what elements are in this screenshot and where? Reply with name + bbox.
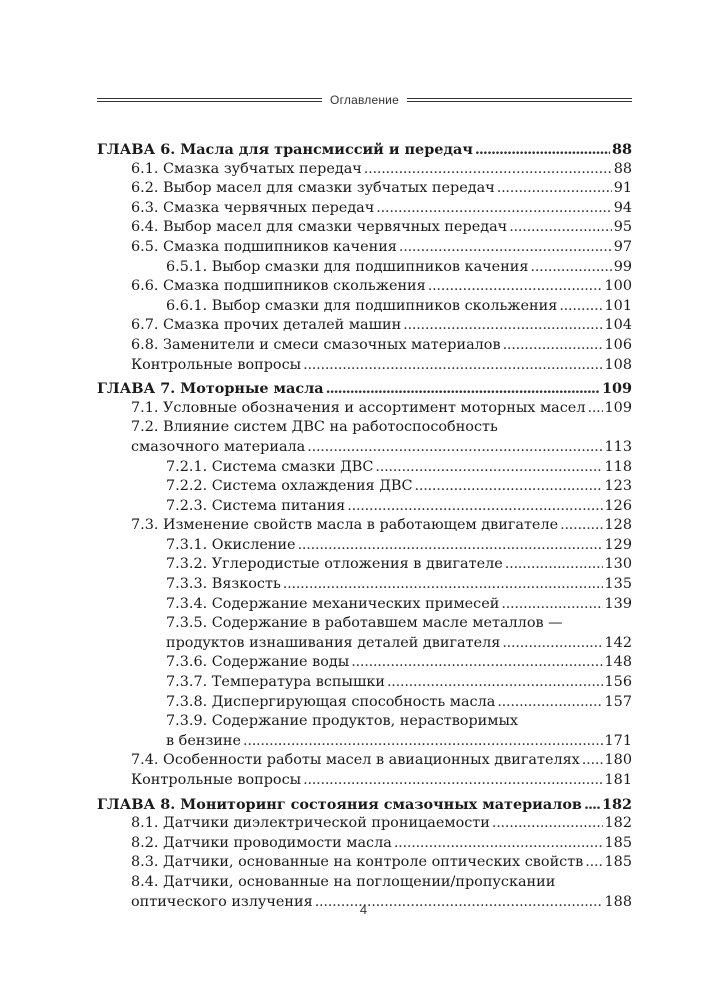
leader-dots	[415, 477, 603, 497]
toc-entry-page: 94	[613, 199, 632, 216]
toc-entry-page: 113	[604, 438, 632, 455]
leader-dots	[303, 356, 602, 376]
toc-entry-page: 139	[604, 595, 632, 612]
toc-entry-page: 88	[611, 141, 632, 158]
header-rule-left	[97, 98, 322, 102]
toc-entry-questions-6[interactable]	[97, 356, 632, 376]
leader-dots	[307, 438, 602, 458]
toc-entry-6-3[interactable]	[97, 199, 632, 219]
toc-entry-7-3[interactable]	[97, 516, 632, 536]
toc-entry-label: 6.3. Смазка червячных передач	[131, 199, 375, 216]
header-rule-right	[407, 98, 632, 102]
leader-dots	[326, 379, 600, 399]
leader-dots	[501, 595, 602, 615]
toc-entry-page: 157	[604, 693, 632, 710]
toc-entry-label-line2: продуктов изнашивания деталей двигателя	[166, 634, 501, 651]
toc-entry-page: 156	[604, 674, 632, 691]
toc-entry-7-3-7[interactable]	[97, 673, 632, 693]
leader-dots	[399, 238, 612, 258]
toc-entry-6-2[interactable]	[97, 179, 632, 199]
leader-dots	[375, 458, 602, 478]
toc-entry-page: 109	[601, 380, 632, 398]
page-number: 4	[359, 902, 368, 917]
toc-entry-page: 109	[604, 399, 632, 416]
toc-entry-page: 142	[604, 634, 632, 651]
running-title: Оглавление	[330, 93, 399, 107]
leader-dots	[428, 277, 603, 297]
toc-entry-label: 6.5.1. Выбор смазки для подшипников качения	[166, 258, 529, 275]
toc-entry-label: 6.6.1. Выбор смазки для подшипников скольжения	[166, 297, 558, 314]
toc-entry-7-2-2[interactable]	[97, 477, 632, 497]
toc-entry-label: ГЛАВА 7. Моторные масла	[97, 380, 324, 398]
toc-entry-label: Контрольные вопросы	[131, 772, 302, 788]
toc-entry-label-line1: 7.2. Влияние систем ДВС на работоспособность	[131, 419, 498, 436]
toc-entry-questions-7[interactable]	[97, 771, 632, 791]
toc-entry-page: 95	[613, 219, 632, 236]
toc-entry-label: 7.3. Изменение свойств масла в работающем двигателе	[131, 517, 559, 534]
toc-entry-6-4[interactable]	[97, 218, 632, 238]
toc-entry-6-5-1[interactable]	[97, 258, 632, 278]
toc-entry-page: 91	[613, 180, 632, 197]
leader-dots	[503, 336, 603, 356]
toc-entry-7-3-4[interactable]	[97, 595, 632, 615]
toc-entry-7-3-3[interactable]	[97, 575, 632, 595]
leader-dots	[243, 732, 603, 752]
toc-entry-page: 100	[604, 278, 632, 295]
leader-dots	[403, 316, 602, 336]
running-head	[97, 92, 632, 108]
leader-dots	[582, 751, 603, 771]
toc-entry-label-line1: 7.3.5. Содержание в работавшем масле металлов —	[166, 615, 563, 632]
toc-entry-page: 135	[604, 576, 632, 593]
toc-entry-label: 8.2. Датчики проводимости масла	[131, 834, 392, 851]
toc-entry-6-6-1[interactable]	[97, 297, 632, 317]
leader-dots	[492, 814, 603, 834]
toc-entry-label: 6.6. Смазка подшипников скольжения	[131, 278, 426, 295]
leader-dots	[364, 160, 612, 180]
toc-entry-label-line1: 7.3.9. Содержание продуктов, нерастворимых	[166, 713, 519, 730]
toc-entry-page: 88	[613, 160, 632, 177]
toc-entry-label: 7.3.2. Углеродистые отложения в двигателе	[166, 556, 503, 573]
toc-entry-page: 106	[604, 336, 632, 353]
toc-entry-label: 7.3.1. Окисление	[166, 536, 296, 553]
toc-entry-7-2-1[interactable]	[97, 458, 632, 478]
toc-entry-label: 6.4. Выбор масел для смазки червячных передач	[131, 219, 508, 236]
leader-dots	[584, 795, 600, 815]
toc-entry-label: 8.3. Датчики, основанные на контроле оптических свойств	[131, 854, 584, 871]
leader-dots	[475, 140, 610, 160]
toc-entry-label-line1: 8.4. Датчики, основанные на поглощении/пропускании	[131, 873, 556, 890]
toc-entry-label: 7.3.6. Содержание воды	[166, 654, 350, 671]
toc-entry-page: 188	[604, 893, 632, 910]
toc-entry-label: 7.3.4. Содержание механических примесей	[166, 595, 500, 612]
leader-dots	[509, 218, 611, 238]
toc-entry-page: 181	[604, 772, 632, 788]
toc-entry-7-2-3[interactable]	[97, 497, 632, 517]
toc-entry-label: ГЛАВА 8. Мониторинг состояния смазочных материалов	[97, 795, 582, 813]
toc-entry-label: 6.2. Выбор масел для смазки зубчатых передач	[131, 180, 495, 197]
toc-entry-7-3-9[interactable]	[97, 712, 632, 751]
toc-entry-page: 185	[604, 854, 632, 871]
toc-entry-page: 104	[604, 317, 632, 334]
leader-dots	[585, 853, 602, 873]
leader-dots	[298, 536, 603, 556]
toc-entry-page: 130	[604, 556, 632, 573]
leader-dots	[559, 297, 602, 317]
toc-entry-label: ГЛАВА 6. Масла для трансмиссий и передач	[97, 141, 473, 158]
toc-entry-6-1[interactable]	[97, 160, 632, 180]
toc-entry-7-3-2[interactable]	[97, 555, 632, 575]
leader-dots	[497, 179, 612, 199]
toc-entry-page: 182	[601, 795, 632, 813]
toc-entry-label: 7.4. Особенности работы масел в авиационных двигателях	[131, 752, 580, 769]
toc-entry-8-2[interactable]	[97, 834, 632, 854]
toc-entry-label: 7.2.1. Система смазки ДВС	[166, 458, 374, 475]
toc-entry-label: 7.3.8. Диспергирующая способность масла	[166, 693, 496, 710]
toc-entry-page: 101	[604, 297, 632, 314]
toc-entry-6-6[interactable]	[97, 277, 632, 297]
toc-entry-page: 180	[604, 752, 632, 769]
toc-entry-label: Контрольные вопросы	[131, 356, 302, 373]
table-of-contents	[97, 140, 632, 912]
toc-entry-7-3-6[interactable]	[97, 653, 632, 673]
toc-entry-7-4[interactable]	[97, 751, 632, 771]
toc-entry-label: 8.1. Датчики диэлектрической проницаемости	[131, 815, 490, 832]
leader-dots	[530, 258, 611, 278]
leader-dots	[587, 399, 602, 419]
toc-entry-label: 7.1. Условные обозначения и ассортимент моторных масел	[131, 399, 586, 416]
toc-chapter-6[interactable]	[97, 140, 632, 160]
leader-dots	[376, 199, 611, 219]
toc-entry-label: 6.1. Смазка зубчатых передач	[131, 160, 362, 177]
toc-entry-7-2[interactable]	[97, 418, 632, 457]
leader-dots	[347, 497, 602, 517]
toc-entry-7-3-8[interactable]	[97, 693, 632, 713]
toc-entry-page: 171	[604, 732, 632, 749]
toc-entry-7-1[interactable]	[97, 399, 632, 419]
toc-entry-page: 126	[604, 497, 632, 514]
toc-entry-page: 129	[604, 536, 632, 553]
toc-entry-label: 7.3.7. Температура вспышки	[166, 674, 385, 691]
leader-dots	[387, 673, 603, 693]
toc-chapter-8[interactable]	[97, 795, 632, 815]
toc-entry-page: 118	[604, 458, 632, 475]
leader-dots	[502, 634, 602, 654]
toc-entry-label: 6.5. Смазка подшипников качения	[131, 238, 397, 255]
toc-entry-label: 7.2.3. Система питания	[166, 497, 346, 514]
toc-entry-label: 7.2.2. Система охлаждения ДВС	[166, 478, 413, 495]
toc-entry-8-3[interactable]	[97, 853, 632, 873]
toc-entry-8-1[interactable]	[97, 814, 632, 834]
toc-entry-page: 148	[604, 654, 632, 671]
leader-dots	[497, 693, 602, 713]
toc-entry-page: 182	[604, 815, 632, 832]
toc-entry-label-line2: в бензине	[166, 732, 241, 749]
toc-entry-6-5[interactable]	[97, 238, 632, 258]
toc-entry-label-line2: оптического излучения	[131, 893, 313, 910]
toc-entry-page: 108	[604, 356, 632, 373]
toc-entry-label: 6.7. Смазка прочих деталей машин	[131, 317, 402, 334]
leader-dots	[283, 575, 603, 595]
toc-entry-label: 6.8. Заменители и смеси смазочных материалов	[131, 336, 501, 353]
toc-entry-6-7[interactable]	[97, 316, 632, 336]
toc-entry-page: 123	[604, 478, 632, 495]
toc-entry-7-3-5[interactable]	[97, 614, 632, 653]
toc-entry-page: 99	[613, 258, 632, 275]
leader-dots	[505, 555, 603, 575]
toc-chapter-7[interactable]	[97, 379, 632, 399]
leader-dots	[560, 516, 602, 536]
leader-dots	[351, 653, 602, 673]
toc-entry-label: 7.3.3. Вязкость	[166, 576, 281, 593]
leader-dots	[394, 834, 603, 854]
toc-entry-7-3-1[interactable]	[97, 536, 632, 556]
toc-entry-page: 185	[604, 834, 632, 851]
toc-entry-page: 97	[613, 238, 632, 255]
toc-entry-6-8[interactable]	[97, 336, 632, 356]
leader-dots	[303, 771, 602, 791]
toc-entry-label-line2: смазочного материала	[131, 438, 306, 455]
toc-entry-page: 128	[604, 517, 632, 534]
